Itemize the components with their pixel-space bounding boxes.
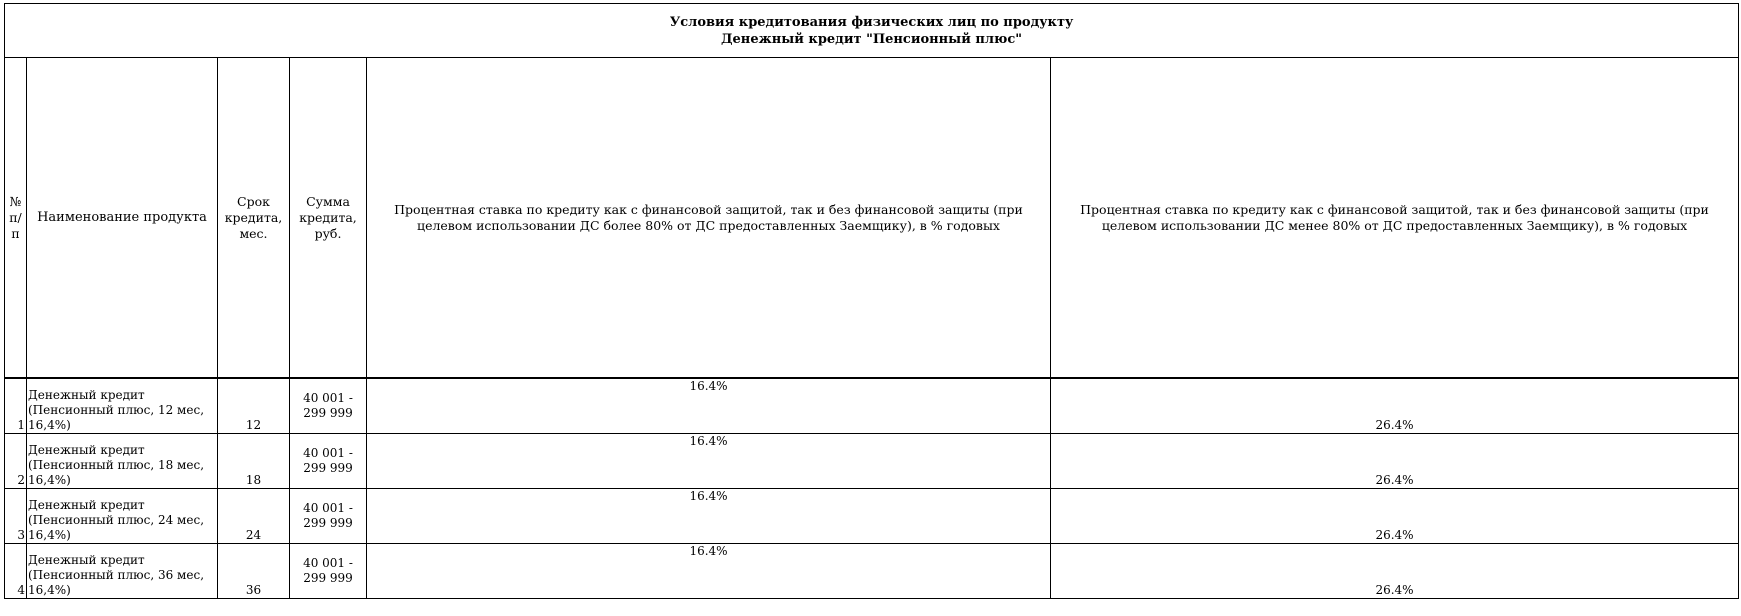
product-name-cell: Денежный кредит (Пенсионный плюс, 36 мес, 16,4%) [27, 544, 218, 599]
credit-terms-sheet [4, 3, 1739, 599]
product-name-cell: Денежный кредит (Пенсионный плюс, 12 мес, 16,4%) [27, 378, 218, 434]
term-cell: 12 [218, 378, 290, 434]
rate-less-80-cell: 26.4% [1051, 434, 1739, 489]
title-row [5, 4, 1739, 58]
product-name-cell: Денежный кредит (Пенсионный плюс, 18 мес, 16,4%) [27, 434, 218, 489]
rate-less-80-cell: 26.4% [1051, 544, 1739, 599]
rate-more-80-cell: 16.4% [367, 544, 1051, 599]
table-row [5, 489, 1739, 544]
row-number: 2 [5, 434, 27, 489]
rate-more-80-cell: 16.4% [367, 489, 1051, 544]
sum-cell: 40 001 - 299 999 [290, 489, 367, 544]
rate-more-80-cell: 16.4% [367, 378, 1051, 434]
sum-cell: 40 001 - 299 999 [290, 378, 367, 434]
rate-more-80-cell: 16.4% [367, 434, 1051, 489]
term-cell: 24 [218, 489, 290, 544]
table-row [5, 434, 1739, 489]
row-number: 3 [5, 489, 27, 544]
credit-terms-table [4, 3, 1739, 599]
table-row [5, 378, 1739, 434]
sum-cell: 40 001 - 299 999 [290, 544, 367, 599]
header-term: Срок кредита, мес. [218, 58, 290, 379]
term-cell: 18 [218, 434, 290, 489]
header-rate-more-80: Процентная ставка по кредиту как с финансовой защитой, так и без финансовой защиты (при целевом использовании ДС более 80% от ДС предоставленных Заемщику), в % годовых [367, 58, 1051, 379]
row-number: 1 [5, 378, 27, 434]
header-row [5, 58, 1739, 379]
table-row [5, 544, 1739, 599]
header-rate-less-80: Процентная ставка по кредиту как с финансовой защитой, так и без финансовой защиты (при целевом использовании ДС менее 80% от ДС предоставленных Заемщику), в % годовых [1051, 58, 1739, 379]
row-number: 4 [5, 544, 27, 599]
title-line-1: Условия кредитования физических лиц по продукту [669, 14, 1074, 30]
product-name-cell: Денежный кредит (Пенсионный плюс, 24 мес, 16,4%) [27, 489, 218, 544]
title-line-2: Денежный кредит "Пенсионный плюс" [720, 31, 1023, 47]
rate-less-80-cell: 26.4% [1051, 489, 1739, 544]
header-sum: Сумма кредита, руб. [290, 58, 367, 379]
table-title [5, 4, 1739, 58]
rate-less-80-cell: 26.4% [1051, 378, 1739, 434]
term-cell: 36 [218, 544, 290, 599]
sum-cell: 40 001 - 299 999 [290, 434, 367, 489]
header-number: № п/ п [5, 58, 27, 379]
header-product-name: Наименование продукта [27, 58, 218, 379]
